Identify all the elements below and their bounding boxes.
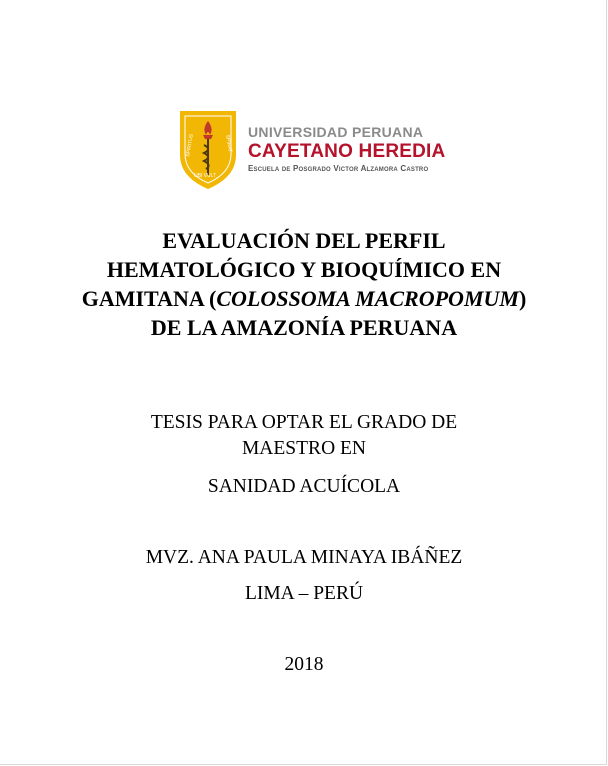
degree-line1: TESIS PARA OPTAR EL GRADO DE bbox=[150, 412, 458, 433]
degree-line2: MAESTRO EN bbox=[241, 438, 367, 459]
degree-statement bbox=[0, 410, 608, 462]
thesis-title-part2: ) DE LA AMAZONÍA PERUANA bbox=[150, 286, 527, 340]
svg-text:SPIRITUS: SPIRITUS bbox=[185, 133, 195, 158]
thesis-title-species: COLOSSOMA MACROPOMUM bbox=[216, 286, 519, 311]
svg-text:SPIRAT: SPIRAT bbox=[224, 134, 234, 153]
thesis-title bbox=[80, 226, 528, 342]
university-name-line2: CAYETANO HEREDIA bbox=[248, 140, 446, 162]
thesis-title-part1: EVALUACIÓN DEL PERFIL HEMATOLÓGICO Y BIOQUÍMICO EN GAMITANA ( bbox=[81, 228, 502, 311]
university-header bbox=[176, 106, 445, 192]
degree-specialty: SANIDAD ACUÍCOLA bbox=[207, 476, 401, 497]
graduate-school-name: Escuela de Posgrado Victor Alzamora Castro bbox=[248, 163, 429, 173]
university-name-block bbox=[248, 124, 445, 175]
university-name-line1: UNIVERSIDAD PERUANA bbox=[248, 123, 424, 140]
author-name: MVZ. ANA PAULA MINAYA IBÁÑEZ bbox=[145, 547, 463, 568]
university-shield-logo-icon bbox=[176, 107, 240, 191]
year: 2018 bbox=[284, 654, 324, 675]
place: LIMA – PERÚ bbox=[244, 583, 364, 604]
svg-text:UBI VULT: UBI VULT bbox=[194, 173, 217, 179]
